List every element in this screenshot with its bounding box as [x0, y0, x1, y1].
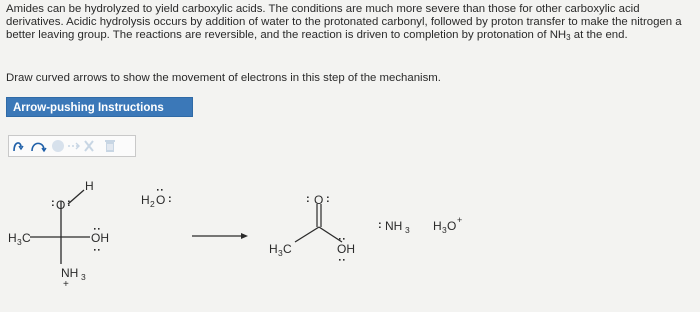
hydronium-o: O — [447, 219, 457, 233]
water-o: O — [156, 193, 166, 207]
water-molecule — [141, 188, 172, 209]
hydronium-h: H — [433, 219, 442, 233]
reactant-plus-charge: + — [63, 279, 69, 290]
reactant-o-lone-pair-right: : — [67, 197, 71, 209]
reactant-oh-lone-pair-top: : — [91, 227, 103, 231]
product-o-label: O — [314, 193, 324, 207]
hydronium-ion — [433, 215, 462, 235]
trash-icon[interactable] — [100, 137, 120, 155]
reactant-methyl-c: C — [22, 231, 31, 245]
question-prompt: Draw curved arrows to show the movement of electrons in this step of the mechanism. — [6, 72, 441, 84]
water-lone-pair-right: : — [168, 193, 172, 205]
single-arrow-icon[interactable] — [30, 137, 50, 155]
reactant-nh-label: NH — [61, 266, 79, 280]
intro-paragraph — [6, 3, 696, 44]
reactant-nh-sub: 3 — [81, 272, 86, 282]
reactant-methyl-sub: 3 — [17, 237, 22, 247]
product-methyl-h: H — [269, 242, 278, 256]
mechanism-canvas[interactable] — [0, 160, 700, 312]
intro-end: at the end. — [570, 29, 628, 41]
product-oh-label: OH — [337, 242, 355, 256]
intro-text: Amides can be hydrolyzed to yield carboxylic acids. The conditions are much more severe than those for other carboxylic acid derivatives. Acidic hydrolysis occurs by addition of water to the protonated carbonyl, followed by proton transfer to make the nitrogen a better leaving group. The reactions are reversible, and the reaction is driven to completion by protonation of NH — [6, 3, 682, 41]
product-oh-lone-pair-bottom: : — [336, 258, 348, 262]
reactant-o-label: O — [56, 198, 66, 212]
reactant-h-label: H — [85, 179, 94, 193]
reactant-o-lone-pair-left: : — [51, 197, 55, 209]
reaction-arrow — [192, 233, 248, 239]
water-h: H — [141, 193, 150, 207]
reactant-molecule — [8, 179, 109, 290]
product-methyl-sub: 3 — [278, 248, 283, 258]
double-arrow-icon[interactable] — [12, 137, 30, 155]
product-o-lone-pair-right: : — [326, 193, 330, 205]
cancel-arrow-icon[interactable] — [66, 137, 100, 155]
product-o-lone-pair-left: : — [306, 193, 310, 205]
arrow-toolbar — [8, 135, 136, 157]
product-molecule — [269, 193, 355, 262]
reactant-oh-lone-pair-bottom: : — [91, 248, 103, 252]
hydronium-sub: 3 — [442, 225, 447, 235]
arrow-pushing-instructions-button[interactable]: Arrow-pushing Instructions — [6, 97, 193, 117]
ammonia-lone-pair: : — [378, 219, 382, 231]
water-lone-pair-top: : — [154, 188, 166, 192]
ammonia-label: NH — [385, 219, 403, 233]
ammonia-sub: 3 — [405, 225, 410, 235]
water-sub: 2 — [150, 199, 155, 209]
eraser-icon[interactable] — [50, 137, 66, 155]
reactant-methyl-h: H — [8, 231, 17, 245]
product-methyl-c: C — [283, 242, 292, 256]
hydronium-charge: + — [457, 215, 463, 225]
product-oh-lone-pair-top: : — [336, 237, 348, 241]
ammonia-molecule — [378, 219, 410, 235]
intro-subscript: 3 — [566, 33, 571, 42]
reactant-oh-label: OH — [91, 231, 109, 245]
